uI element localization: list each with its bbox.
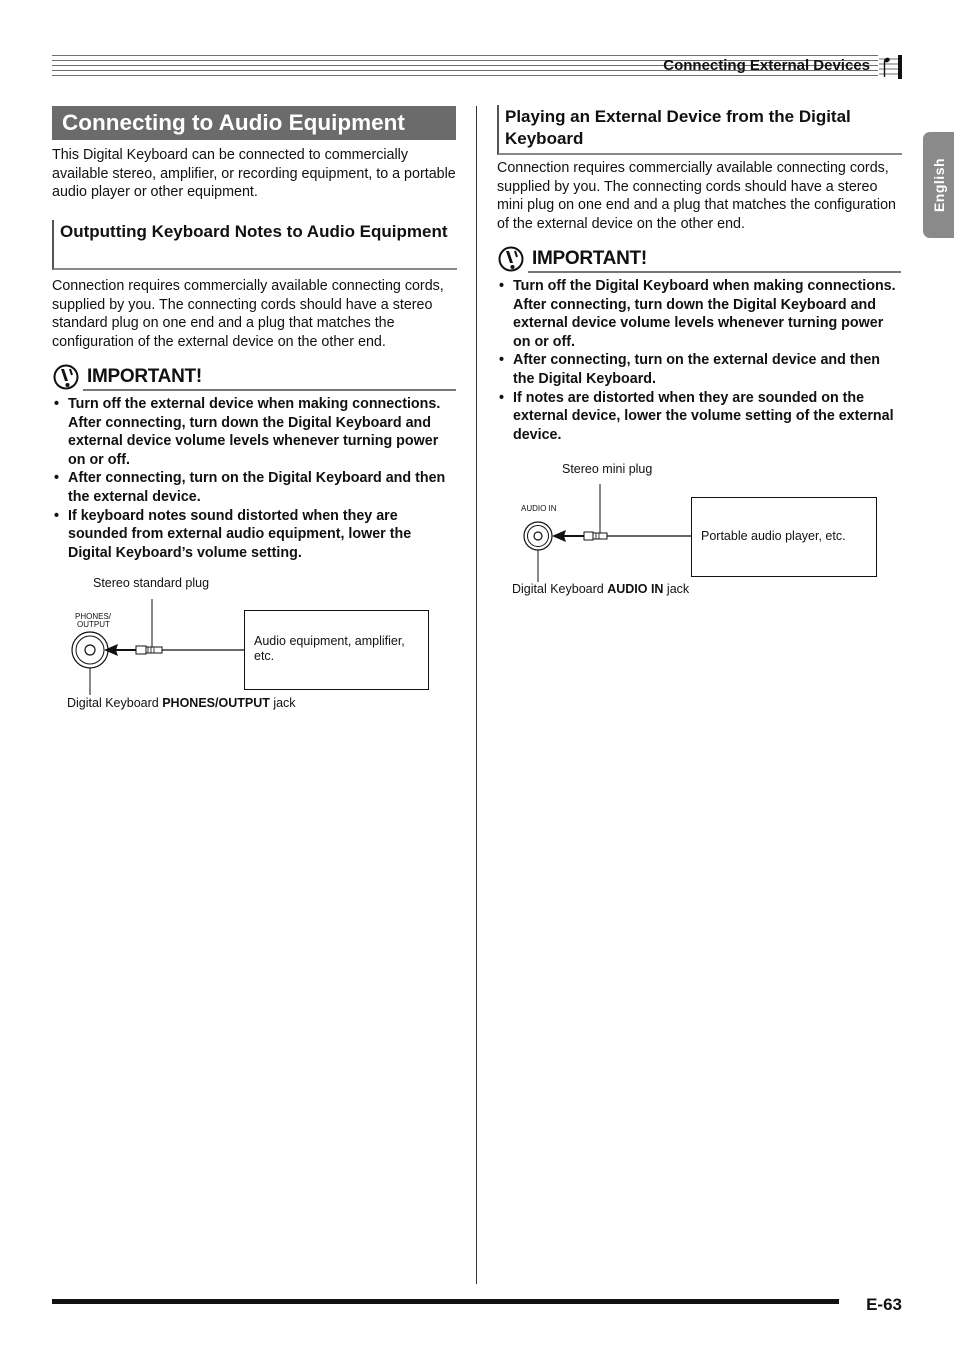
outputting-paragraph: Connection requires commercially available connecting cords, supplied by you. The connecting cords should have a stereo standard plug on one end and a plug that matches the configuration of the external device on the other end.: [52, 278, 444, 350]
important-label: IMPORTANT!: [87, 366, 202, 387]
plug-label: Stereo standard plug: [93, 576, 210, 590]
warning-icon: [498, 246, 526, 274]
important-list-left: [52, 395, 458, 562]
sub-heading-playing: Playing an External Device from the Digital Keyboard: [497, 105, 902, 155]
device-box-right: [691, 497, 877, 577]
plug-label: Stereo mini plug: [562, 462, 653, 476]
section-title: Connecting External Devices: [663, 57, 870, 74]
intro-paragraph: This Digital Keyboard can be connected to commercially available stereo, amplifier, or recording equipment, to a portable audio player or other equipment.: [52, 147, 456, 201]
list-item: • After connecting, turn on the Digital Keyboard and then the external device.: [52, 469, 458, 506]
important-header-left: [53, 364, 456, 392]
language-tab-label: English: [930, 157, 947, 213]
music-note-icon: [878, 55, 902, 79]
important-label: IMPORTANT!: [532, 248, 647, 269]
list-item: • After connecting, turn on the external device and then the Digital Keyboard.: [497, 351, 903, 388]
jack-panel-label-2: OUTPUT: [77, 620, 110, 629]
caption-bold: PHONES/OUTPUT: [162, 696, 270, 710]
main-heading: Connecting to Audio Equipment: [52, 106, 456, 140]
audio-in-jack-diagram: [510, 482, 700, 584]
column-divider: [476, 106, 477, 1284]
caption-prefix: Digital Keyboard: [512, 582, 608, 596]
list-item: • Turn off the external device when making connections. After connecting, turn down the Digital Keyboard and external device volume levels whenever turning power on or off.: [52, 395, 458, 469]
device-label: Portable audio player, etc.: [701, 529, 846, 543]
footer-rule: [52, 1299, 839, 1304]
caption-suffix: jack: [269, 696, 296, 710]
caption-prefix: Digital Keyboard: [67, 696, 163, 710]
device-label: Audio equipment, amplifier, etc.: [254, 634, 405, 663]
caption-bold: AUDIO IN: [607, 582, 664, 596]
jack-caption-right: [512, 582, 689, 596]
jack-caption-left: [67, 696, 296, 710]
list-item: • If keyboard notes sound distorted when they are sounded from external audio equipment, lower the Digital Keyboard’s volume setting.: [52, 507, 458, 563]
caption-suffix: jack: [663, 582, 690, 596]
device-box-left: [244, 610, 429, 690]
list-item: • Turn off the Digital Keyboard when making connections. After connecting, turn down the Digital Keyboard and external device volume levels whenever turning power on or off.: [497, 277, 903, 351]
warning-icon: [53, 364, 81, 392]
jack-panel-label: AUDIO IN: [521, 504, 557, 513]
important-header-right: [498, 246, 901, 274]
jack-panel-label-1: PHONES/: [75, 612, 112, 621]
list-item: • If notes are distorted when they are sounded on the external device, lower the volume setting of the external device.: [497, 389, 903, 445]
phones-jack-diagram: [60, 595, 260, 705]
playing-paragraph: Connection requires commercially available connecting cords, supplied by you. The connecting cords should have a stereo mini plug on one end and a plug that matches the configuration of the external device on the other end.: [497, 160, 897, 232]
page-number: E-63: [866, 1295, 902, 1314]
important-list-right: [497, 277, 903, 444]
sub-heading-outputting: Outputting Keyboard Notes to Audio Equipment: [52, 220, 457, 270]
language-tab[interactable]: [923, 132, 954, 238]
